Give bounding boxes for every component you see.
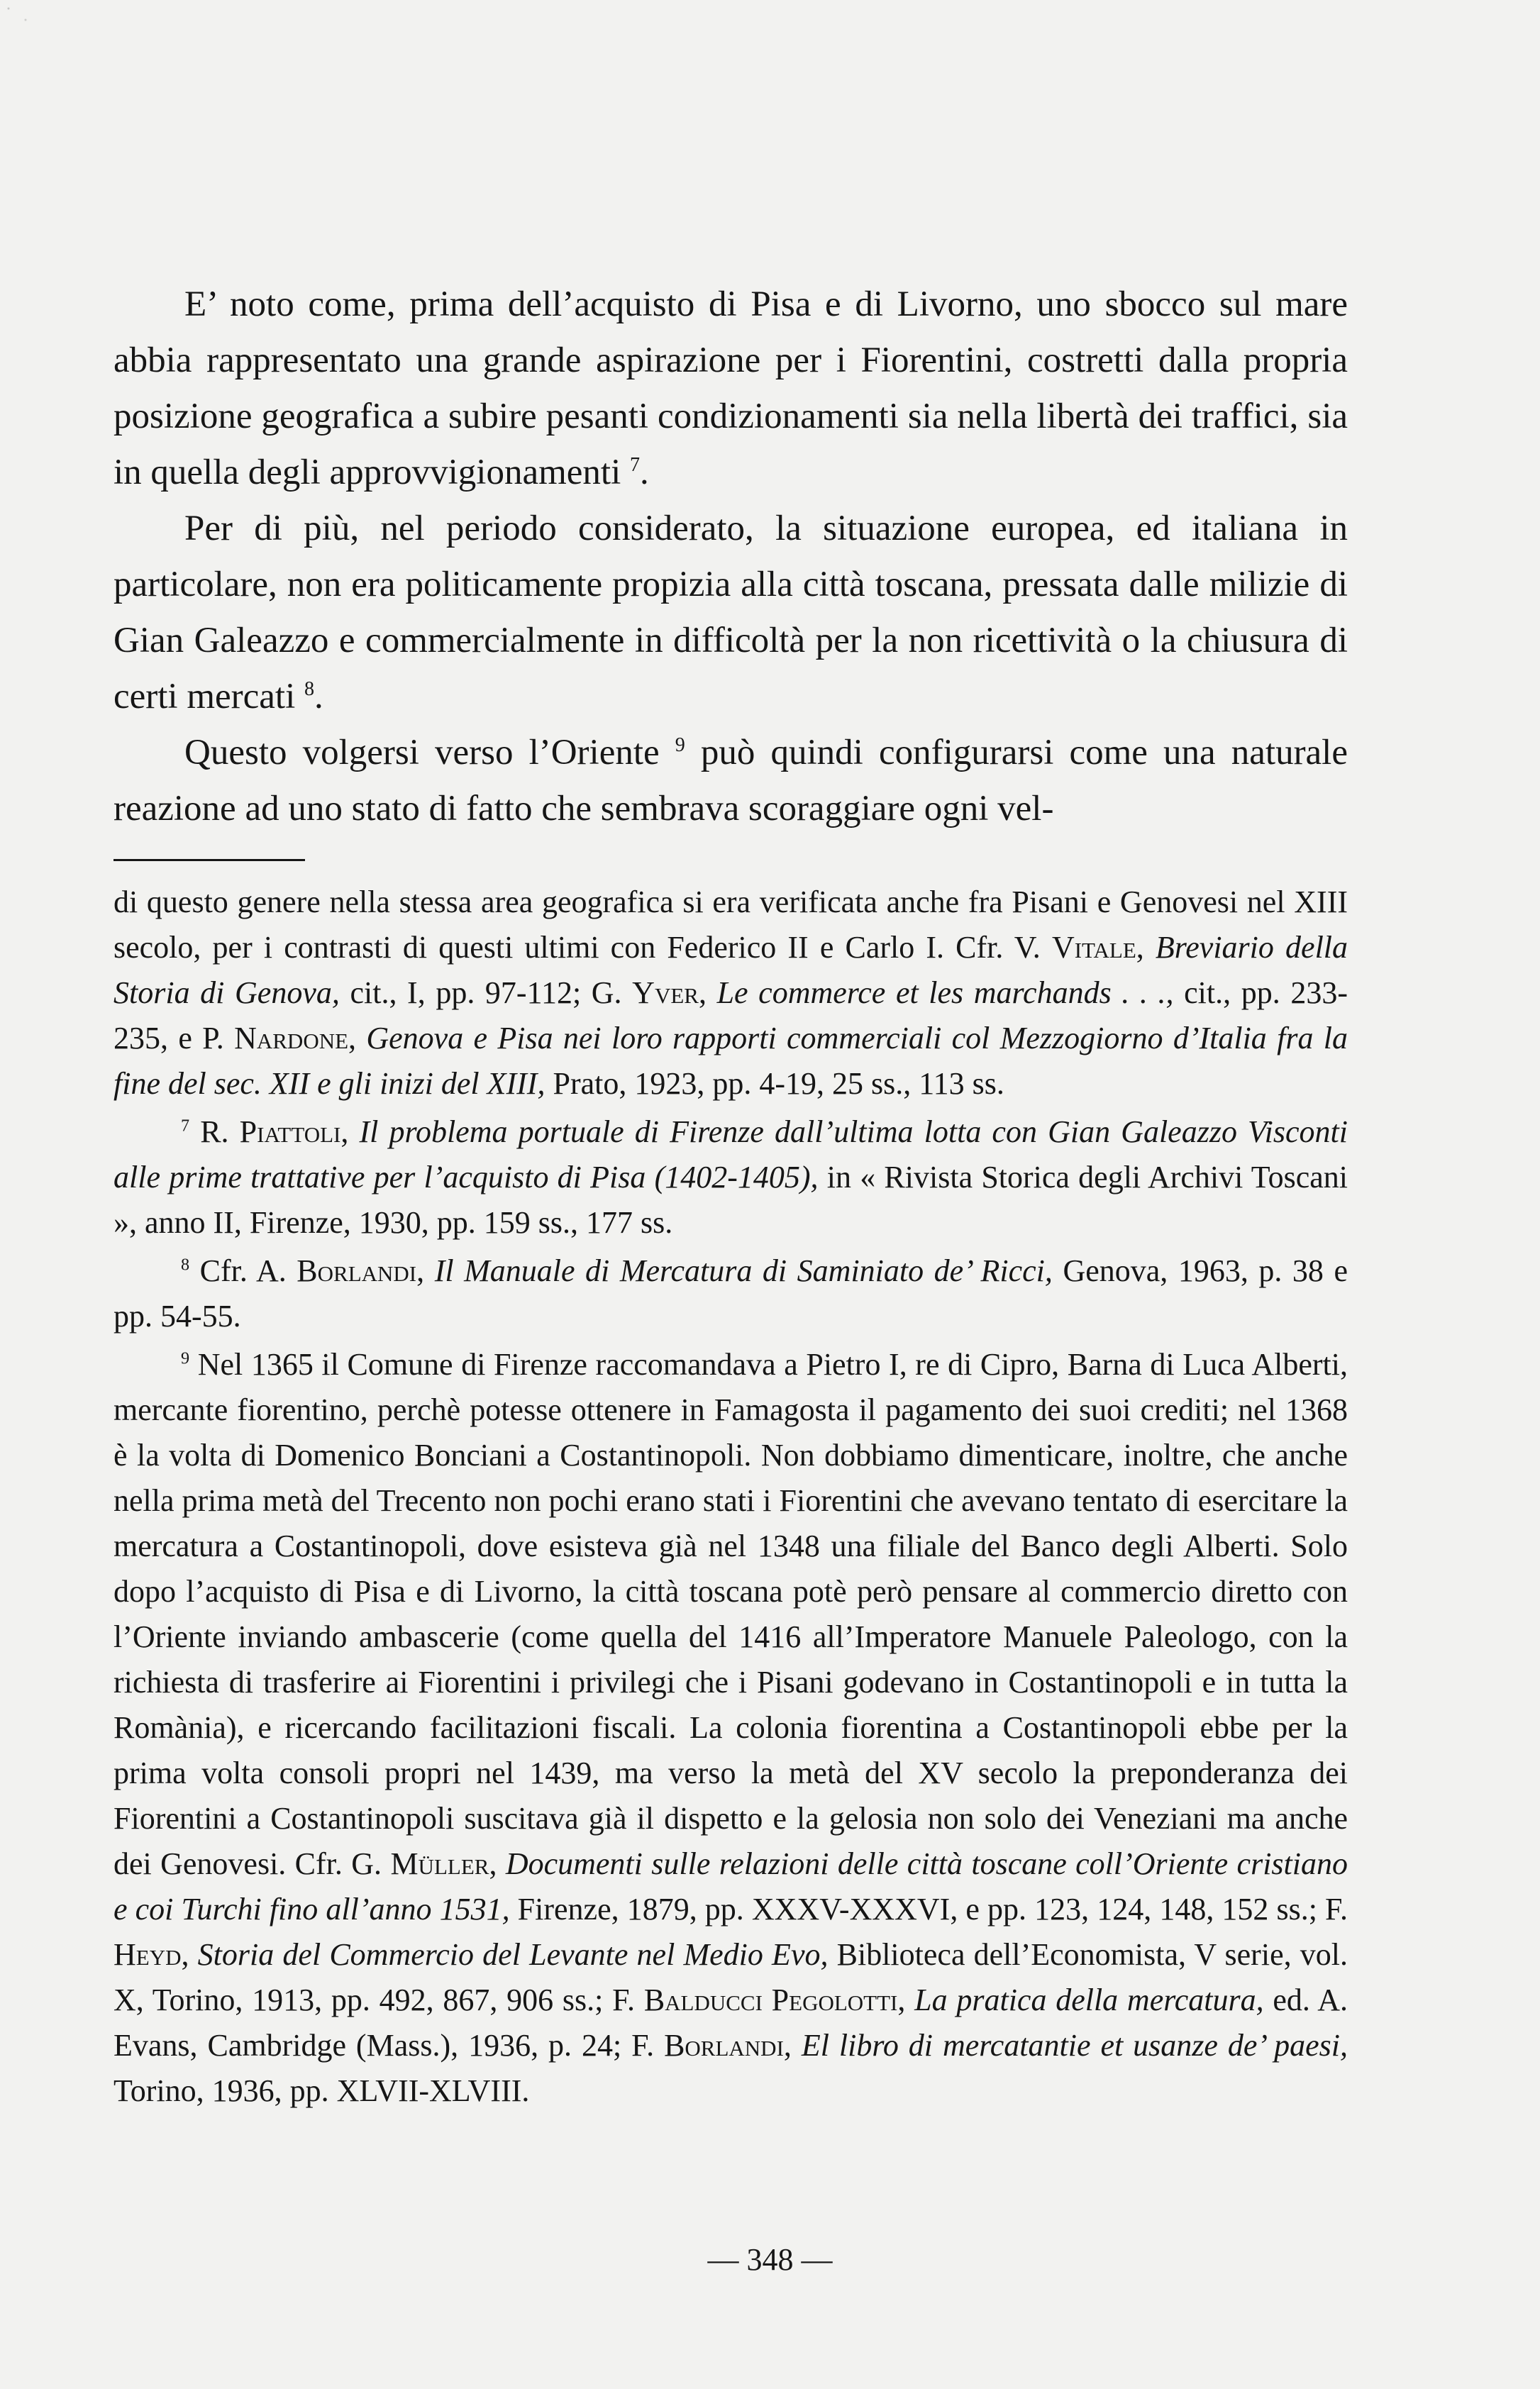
footnote-number: 7 bbox=[181, 1116, 190, 1136]
footnote-ref[interactable]: 8 bbox=[304, 678, 315, 700]
footnote-9: $^9$ Nel 1365 il Comune di Firenze raccomandava a Pietro I, re di Cipro, Barna di Luca Alberti, mercante fiorentino, perchè potesse ottenere in Famagosta il pagamento dei suoi crediti; nel 1368 è la volta di Domenico Bonciani a Costantinopoli. Non dobbiamo dimenticare, inoltre, che anche nella prima metà del Trecento non pochi erano stati i Fiorentini che avevano tentato di esercitare la mercatura a Costantinopoli, dove esisteva già nel 1348 una filiale del Banco degli Alberti. Solo dopo l’acquisto di Pisa e di Livorno, la città toscana potè però pensare al commercio diretto con l’Oriente inviando ambascerie (come quella del 1416 all’Imperatore Manuele Paleologo, con la richiesta di trasferire ai Fiorentini i privilegi che i Pisani godevano in Costantinopoli e in tutta la Romània), e ricercando facilitazioni fiscali. La colonia fiorentina a Costantinopoli ebbe per la prima volta consoli propri nel 1439, ma verso la metà del XV secolo la preponderanza dei Fiorentini a Costantinopoli suscitava già il dispetto e la gelosia non solo dei Veneziani ma anche dei Genovesi. Cfr. G. Müller, Documenti sulle relazioni delle città toscane coll’Oriente cristiano e coi Turchi fino all’anno 1531, Firenze, 1879, pp. XXXV-XXXVI, e pp. 123, 124, 148, 152 ss.; F. Heyd, Storia del Commercio del Levante nel Medio Evo, Biblioteca dell’Economista, V serie, vol. X, Torino, 1913, pp. 492, 867, 906 ss.; F. Balducci Pegolotti, La pratica della mercatura, ed. A. Evans, Cambridge (Mass.), 1936, p. 24; F. Borlandi, El libro di mercatantie et usanze de’ paesi, Torino, 1936, pp. XLVII-XLVIII. bbox=[113, 1347, 1348, 2108]
paragraph: Questo volgersi verso l’Oriente $^9$ può quindi configurarsi come una naturale reazione ad uno stato di fatto che sembrava scoraggiare ogni vel- bbox=[113, 733, 1348, 828]
footnote-number: 8 bbox=[181, 1255, 190, 1275]
footnotes bbox=[113, 880, 1348, 2114]
footnote-8: $^8$ Cfr. A. Borlandi, Il Manuale di Mercatura di Saminiato de’ Ricci, Genova, 1963, p. 38 e pp. 54-55. bbox=[113, 1253, 1348, 1334]
footnote-continuation: di questo genere nella stessa area geografica si era verificata anche fra Pisani e Genovesi nel XIII secolo, per i contrasti di questi ultimi con Federico II e Carlo I. Cfr. V. Vitale, Breviario della Storia di Genova, cit., I, pp. 97-112; G. Yver, Le commerce et les marchands . . ., cit., pp. 233-235, e P. Nardone, Genova e Pisa nei loro rapporti commerciali col Mezzogiorno d’Italia fra la fine del sec. XII e gli inizi del XIII, Prato, 1923, pp. 4-19, 25 ss., 113 ss. bbox=[113, 885, 1348, 1101]
main-text bbox=[113, 277, 1348, 837]
footnote-ref[interactable]: 7 bbox=[630, 454, 641, 476]
footnote-separator bbox=[113, 859, 305, 861]
footnote-ref[interactable]: 9 bbox=[675, 734, 685, 756]
paragraph: Per di più, nel periodo considerato, la situazione europea, ed italiana in particolare, non era politicamente propizia alla città toscana, pressata dalle milizie di Gian Galeazzo e commercialmente in difficoltà per la non ricettività o la chiusura di certi mercati $^8$. bbox=[113, 509, 1348, 716]
page-number: — 348 — bbox=[707, 2242, 833, 2277]
footnote-number: 9 bbox=[181, 1348, 190, 1368]
footnote-7: $^7$ R. Piattoli, Il problema portuale di Firenze dall’ultima lotta con Gian Galeazzo Visconti alle prime trattative per l’acquisto di Pisa (1402-1405), in « Rivista Storica degli Archivi Toscani », anno II, Firenze, 1930, pp. 159 ss., 177 ss. bbox=[113, 1114, 1348, 1240]
paragraph: E’ noto come, prima dell’acquisto di Pisa e di Livorno, uno sbocco sul mare abbia rappresentato una grande aspirazione per i Fiorentini, costretti dalla propria posizione geografica a subire pesanti condizionamenti sia nella libertà dei traffici, sia in quella degli approvvigionamenti $^7$. bbox=[113, 284, 1348, 492]
scan-noise bbox=[0, 0, 43, 28]
